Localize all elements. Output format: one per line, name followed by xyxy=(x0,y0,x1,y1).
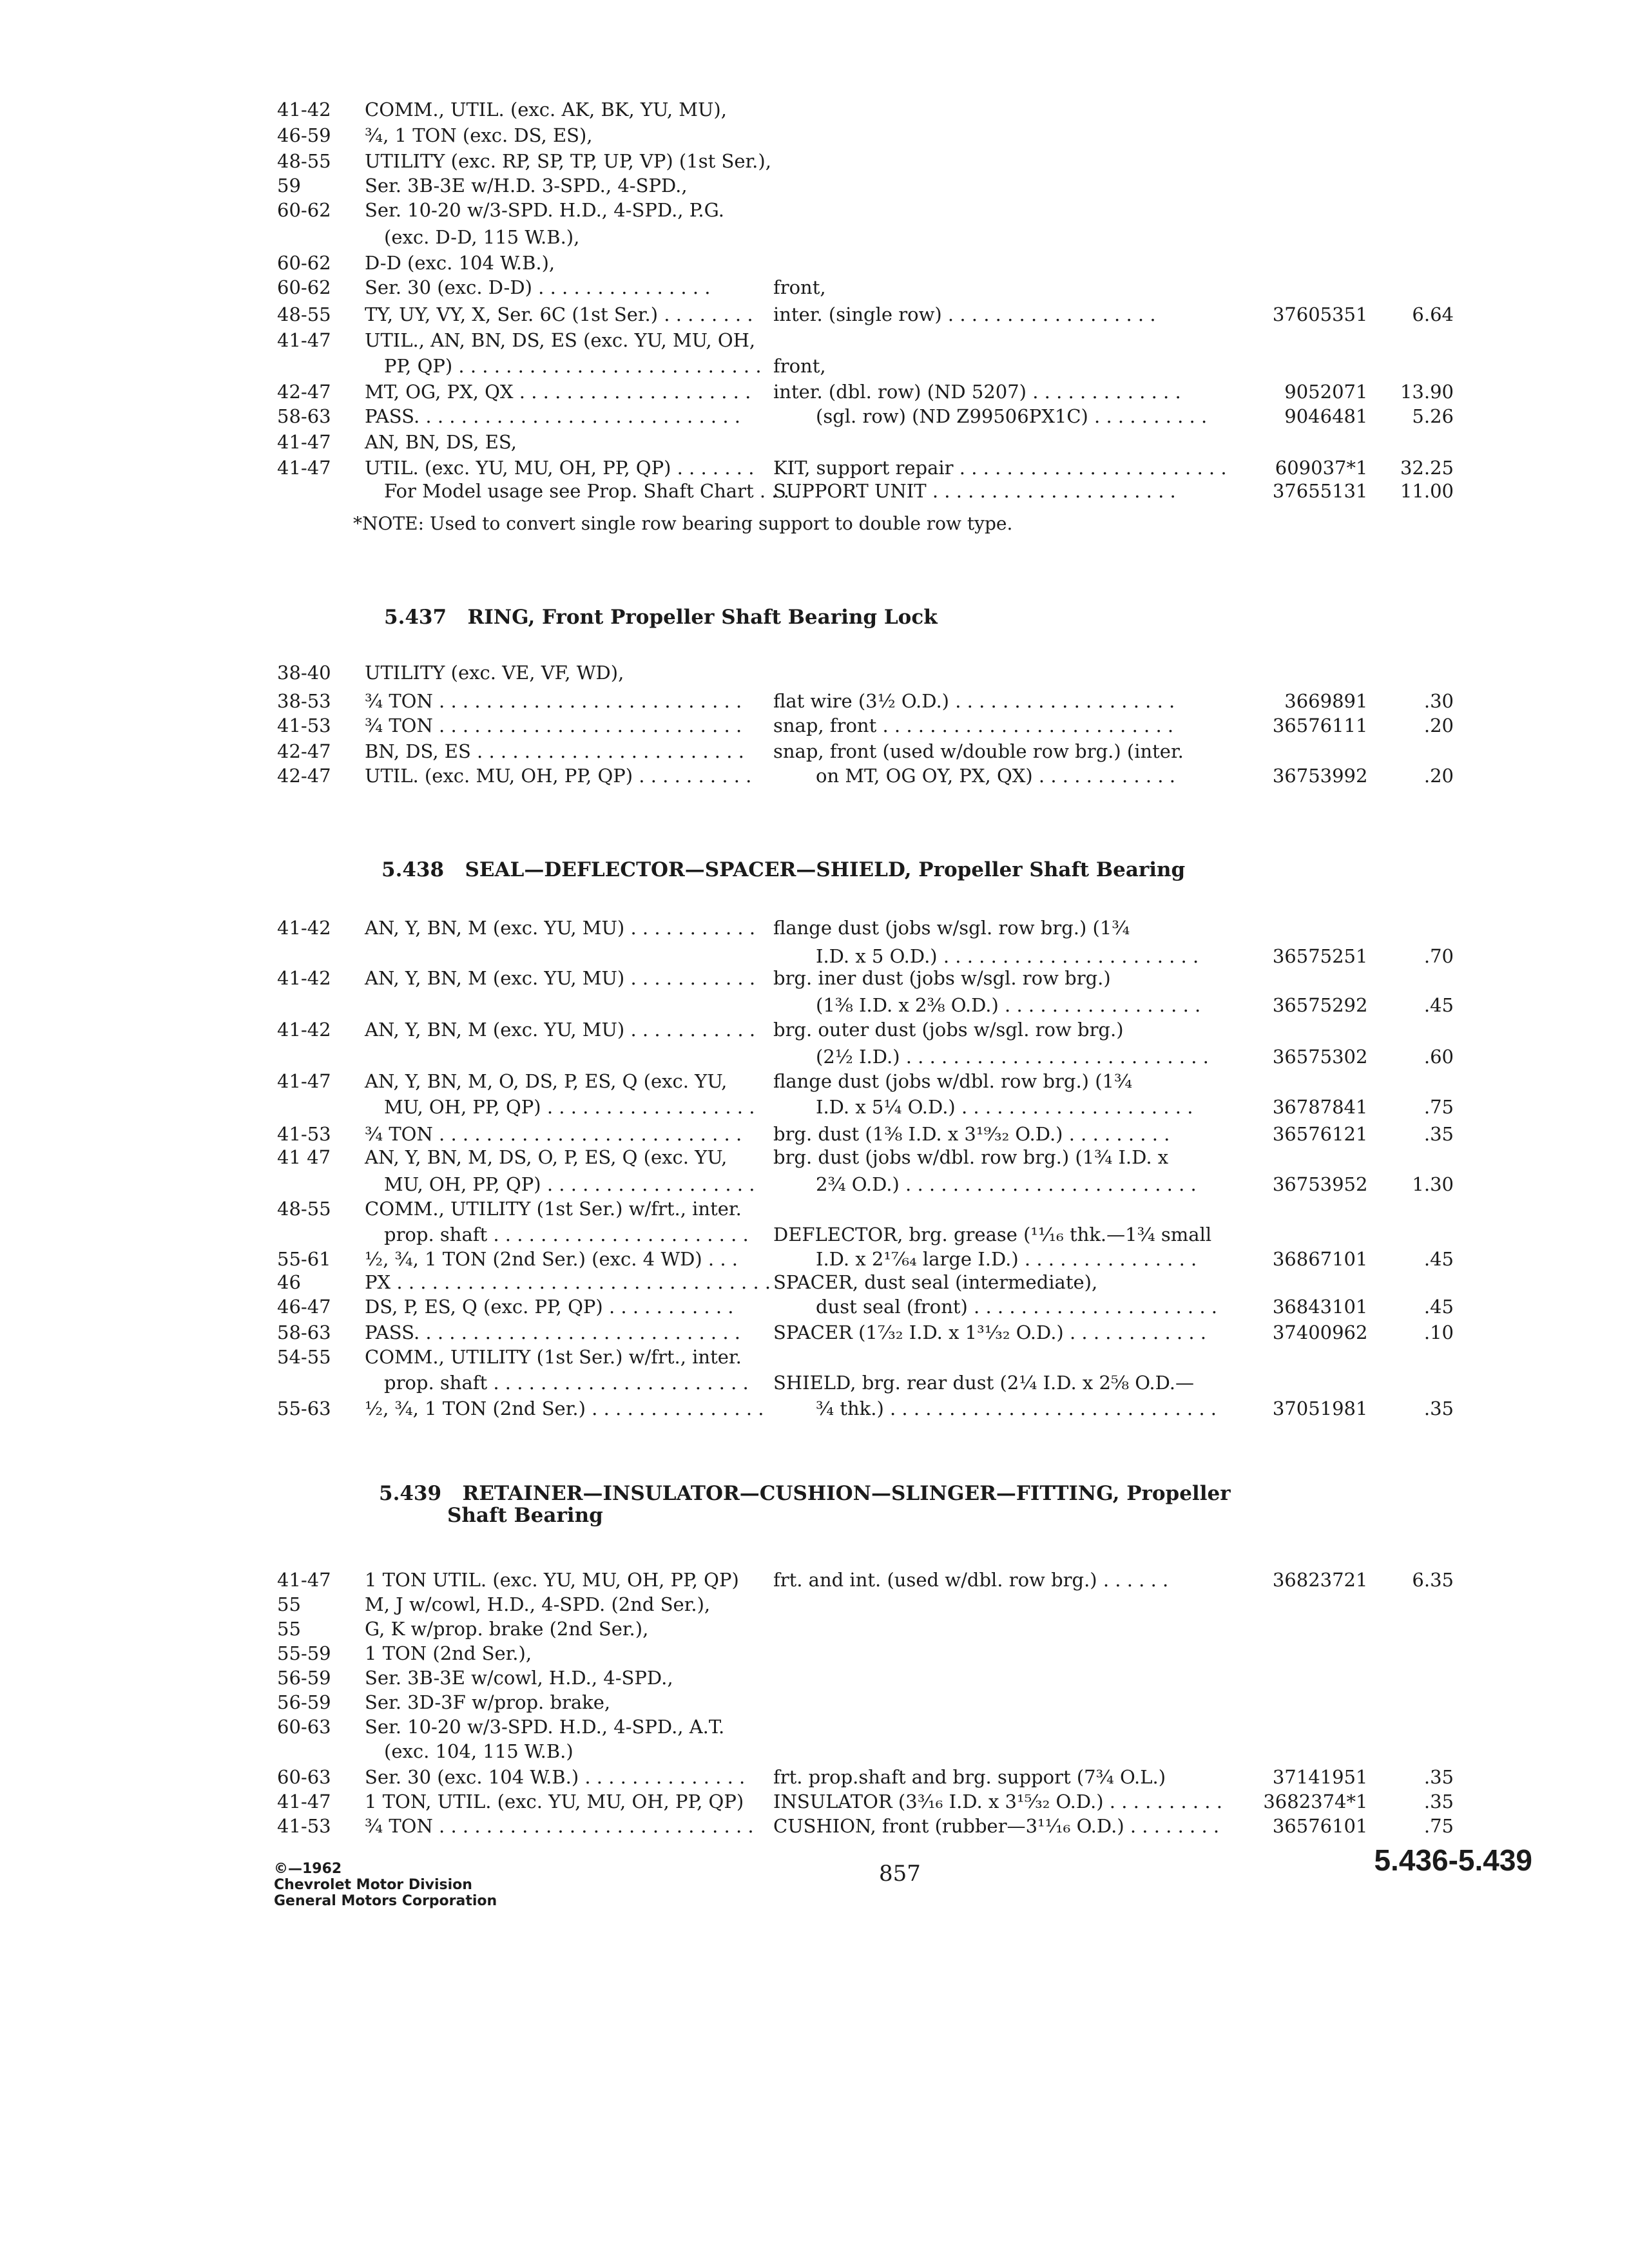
model-cell: PX . . . . . . . . . . . . . . . . . . . . . . . . . . . . . . . . xyxy=(365,1271,771,1293)
price-cell: .30 xyxy=(1423,690,1454,712)
years-cell: 60-63 xyxy=(277,1716,331,1738)
years-cell: 48-55 xyxy=(277,1198,331,1220)
section-title: RING, Front Propeller Shaft Bearing Lock xyxy=(467,606,938,629)
parts-row xyxy=(0,122,1629,148)
years-cell: 41-53 xyxy=(277,1123,331,1145)
parts-row xyxy=(0,250,1629,276)
parts-row xyxy=(0,660,1629,686)
parts-row xyxy=(0,1094,1629,1120)
section-title: RETAINER—INSULATOR—CUSHION—SLINGER—FITTING, Propeller xyxy=(462,1482,1231,1505)
years-cell: 41-47 xyxy=(277,457,331,479)
part-number-cell: 3657610 xyxy=(1272,1815,1356,1837)
parts-row xyxy=(0,763,1629,789)
years-cell: 48-55 xyxy=(277,303,331,325)
description-cell: flange dust (jobs w/sgl. row brg.) (1¾ xyxy=(773,917,1130,939)
years-cell: 60-62 xyxy=(277,276,331,298)
description-cell: flat wire (3½ O.D.) . . . . . . . . . . . . . . . . . . . xyxy=(773,690,1175,712)
model-cell: UTILITY (exc. RP, SP, TP, UP, VP) (1st Ser.), xyxy=(365,150,771,172)
parts-row xyxy=(0,1294,1629,1320)
part-number-cell: 3682374* xyxy=(1263,1791,1356,1812)
years-cell: 42-47 xyxy=(277,765,331,787)
description-cell: inter. (dbl. row) (ND 5207) . . . . . . . . . . . . . xyxy=(773,381,1181,403)
quantity-cell: 1 xyxy=(1356,480,1368,502)
quantity-cell: 1 xyxy=(1356,1248,1368,1270)
description-cell: INSULATOR (3³⁄₁₆ I.D. x 3¹⁵⁄₃₂ O.D.) . . . . . . . . . . xyxy=(773,1791,1222,1812)
price-cell: .20 xyxy=(1423,715,1454,736)
description-cell: brg. outer dust (jobs w/sgl. row brg.) xyxy=(773,1019,1124,1041)
parts-row xyxy=(0,1222,1629,1247)
price-cell: 6.64 xyxy=(1412,303,1454,325)
description-cell: snap, front (used w/double row brg.) (inter. xyxy=(773,740,1184,762)
quantity-cell: 1 xyxy=(1356,945,1368,967)
parts-row xyxy=(0,1616,1629,1642)
description-cell: frt. prop.shaft and brg. support (7¾ O.L.) xyxy=(773,1766,1166,1788)
parts-row xyxy=(0,1665,1629,1691)
model-cell: COMM., UTILITY (1st Ser.) w/frt., inter. xyxy=(365,1346,742,1368)
quantity-cell: 2 xyxy=(1356,765,1368,787)
model-cell: M, J w/cowl, H.D., 4-SPD. (2nd Ser.), xyxy=(365,1593,711,1615)
model-cell: (exc. 104, 115 W.B.) xyxy=(384,1740,574,1762)
parts-row xyxy=(0,713,1629,738)
quantity-cell: 1 xyxy=(1356,690,1368,712)
description-cell: SUPPORT UNIT . . . . . . . . . . . . . . . . . . . . . xyxy=(773,480,1176,502)
model-cell: Ser. 30 (exc. 104 W.B.) . . . . . . . . . . . . . . xyxy=(365,1766,746,1788)
model-cell: Ser. 30 (exc. D-D) . . . . . . . . . . . . . . . xyxy=(365,276,711,298)
parts-row xyxy=(0,992,1629,1018)
model-cell: MT, OG, PX, QX . . . . . . . . . . . . . . . . . . . . xyxy=(365,381,751,403)
parts-row xyxy=(0,1714,1629,1740)
quantity-cell: 2 xyxy=(1356,1321,1368,1343)
parts-row xyxy=(0,688,1629,714)
part-number-cell: 3714195 xyxy=(1272,1766,1356,1788)
years-cell: 46-47 xyxy=(277,1296,331,1318)
part-number-cell: 366989 xyxy=(1284,690,1356,712)
model-cell: TY, UY, VY, X, Ser. 6C (1st Ser.) . . . . . . . . xyxy=(365,303,753,325)
model-cell: AN, Y, BN, M (exc. YU, MU) . . . . . . . . . . . xyxy=(365,1019,756,1041)
parts-row xyxy=(0,1121,1629,1147)
years-cell: 46-59 xyxy=(277,124,331,146)
years-cell: 55 xyxy=(277,1593,301,1615)
price-cell: .35 xyxy=(1423,1791,1454,1812)
model-cell: PASS. . . . . . . . . . . . . . . . . . . . . . . . . . . . xyxy=(365,405,740,427)
years-cell: 41-47 xyxy=(277,1569,331,1591)
description-cell: I.D. x 2¹⁷⁄₆₄ large I.D.) . . . . . . . . . . . . . . . xyxy=(816,1248,1197,1270)
model-cell: 1 TON, UTIL. (exc. YU, MU, OH, PP, QP) xyxy=(365,1791,744,1812)
description-cell: dust seal (front) . . . . . . . . . . . . . . . . . . . . . xyxy=(816,1296,1218,1318)
part-number-cell: 3657530 xyxy=(1272,1046,1356,1068)
description-cell: (1⅜ I.D. x 2⅜ O.D.) . . . . . . . . . . . . . . . . . xyxy=(816,994,1201,1016)
model-cell: ¾ TON . . . . . . . . . . . . . . . . . . . . . . . . . . xyxy=(365,690,742,712)
description-cell: snap, front . . . . . . . . . . . . . . . . . . . . . . . . . xyxy=(773,715,1174,736)
parts-row xyxy=(0,738,1629,764)
part-number-cell: 3765513 xyxy=(1272,480,1356,502)
publisher-imprint xyxy=(274,1861,497,1909)
model-cell: COMM., UTILITY (1st Ser.) w/frt., inter. xyxy=(365,1198,742,1220)
years-cell: 41-42 xyxy=(277,967,331,989)
parts-row xyxy=(0,148,1629,174)
quantity-cell: 1 xyxy=(1356,1096,1368,1118)
parts-row xyxy=(0,274,1629,300)
parts-row xyxy=(0,1320,1629,1345)
part-number-cell: 3678784 xyxy=(1272,1096,1356,1118)
part-number-cell: 3675395 xyxy=(1272,1173,1356,1195)
years-cell: 60-62 xyxy=(277,252,331,274)
description-cell: I.D. x 5¼ O.D.) . . . . . . . . . . . . . . . . . . . . xyxy=(816,1096,1193,1118)
description-cell: 2¾ O.D.) . . . . . . . . . . . . . . . . . . . . . . . . . xyxy=(816,1173,1197,1195)
years-cell: 41 47 xyxy=(277,1146,331,1168)
description-cell: SHIELD, brg. rear dust (2¼ I.D. x 2⅝ O.D.— xyxy=(773,1372,1195,1394)
price-cell: .20 xyxy=(1423,765,1454,787)
section-title-line2: Shaft Bearing xyxy=(447,1504,603,1527)
quantity-cell: 2 xyxy=(1356,1046,1368,1068)
section-number: 5.438 xyxy=(381,858,445,881)
years-cell: 56-59 xyxy=(277,1691,331,1713)
model-cell: Ser. 3D-3F w/prop. brake, xyxy=(365,1691,611,1713)
model-cell: Ser. 3B-3E w/H.D. 3-SPD., 4-SPD., xyxy=(365,175,688,197)
price-cell: .35 xyxy=(1423,1123,1454,1145)
years-cell: 58-63 xyxy=(277,1321,331,1343)
model-cell: (exc. D-D, 115 W.B.), xyxy=(384,226,580,248)
parts-row xyxy=(0,97,1629,122)
description-cell: ¾ thk.) . . . . . . . . . . . . . . . . . . . . . . . . . . . . xyxy=(816,1398,1217,1419)
model-cell: 1 TON UTIL. (exc. YU, MU, OH, PP, QP) xyxy=(365,1569,739,1591)
parts-row xyxy=(0,1591,1629,1617)
price-cell: 5.26 xyxy=(1412,405,1454,427)
years-cell: 59 xyxy=(277,175,301,197)
parts-row xyxy=(0,1813,1629,1839)
quantity-cell: 1 xyxy=(1356,381,1368,403)
years-cell: 55-63 xyxy=(277,1398,331,1419)
parts-row xyxy=(0,915,1629,941)
price-cell: 11.00 xyxy=(1400,480,1454,502)
quantity-cell: 1 xyxy=(1356,1791,1368,1812)
price-cell: 32.25 xyxy=(1400,457,1454,479)
quantity-cell: 1 xyxy=(1356,715,1368,736)
part-number-cell: 904648 xyxy=(1284,405,1356,427)
parts-row xyxy=(0,379,1629,405)
part-number-cell: 609037* xyxy=(1275,457,1356,479)
description-cell: on MT, OG OY, PX, QX) . . . . . . . . . . . . xyxy=(816,765,1175,787)
description-cell: SPACER (1⁷⁄₃₂ I.D. x 1³¹⁄₃₂ O.D.) . . . . . . . . . . . . xyxy=(773,1321,1206,1343)
years-cell: 54-55 xyxy=(277,1346,331,1368)
footnote: *NOTE: Used to convert single row bearing support to double row type. xyxy=(353,513,1013,534)
parts-row xyxy=(0,1396,1629,1421)
years-cell: 55-59 xyxy=(277,1642,331,1664)
description-cell: brg. dust (1⅜ I.D. x 3¹⁹⁄₃₂ O.D.) . . . . . . . . . xyxy=(773,1123,1170,1145)
description-cell: brg. iner dust (jobs w/sgl. row brg.) xyxy=(773,967,1111,989)
section-number: 5.439 xyxy=(379,1482,442,1505)
parts-row xyxy=(0,1344,1629,1370)
quantity-cell: 2 xyxy=(1356,994,1368,1016)
price-cell: 1.30 xyxy=(1412,1173,1454,1195)
part-number-cell: 3675399 xyxy=(1272,765,1356,787)
parts-row xyxy=(0,965,1629,991)
model-cell: PP, QP) . . . . . . . . . . . . . . . . . . . . . . . . . . xyxy=(384,355,762,377)
quantity-cell: 1 xyxy=(1356,405,1368,427)
part-number-cell: 905207 xyxy=(1284,381,1356,403)
parts-row xyxy=(0,1689,1629,1715)
model-cell: ¾, 1 TON (exc. DS, ES), xyxy=(365,124,593,146)
description-cell: I.D. x 5 O.D.) . . . . . . . . . . . . . . . . . . . . . . xyxy=(816,945,1199,967)
quantity-cell: 1 xyxy=(1356,1398,1368,1419)
years-cell: 46 xyxy=(277,1271,301,1293)
description-cell: brg. dust (jobs w/dbl. row brg.) (1¾ I.D. x xyxy=(773,1146,1169,1168)
price-cell: .75 xyxy=(1423,1096,1454,1118)
years-cell: 48-55 xyxy=(277,150,331,172)
years-cell: 38-40 xyxy=(277,662,331,684)
description-cell: SPACER, dust seal (intermediate), xyxy=(773,1271,1098,1293)
model-cell: Ser. 3B-3E w/cowl, H.D., 4-SPD., xyxy=(365,1667,673,1689)
description-cell: (sgl. row) (ND Z99506PX1C) . . . . . . . . . . xyxy=(816,405,1208,427)
model-cell: G, K w/prop. brake (2nd Ser.), xyxy=(365,1618,649,1640)
model-cell: ½, ¾, 1 TON (2nd Ser.) . . . . . . . . . . . . . . . xyxy=(365,1398,764,1419)
parts-row xyxy=(0,1017,1629,1043)
years-cell: 41-42 xyxy=(277,99,331,120)
model-cell: MU, OH, PP, QP) . . . . . . . . . . . . . . . . . . xyxy=(384,1096,755,1118)
model-cell: AN, Y, BN, M, O, DS, P, ES, Q (exc. YU, xyxy=(365,1070,728,1092)
model-cell: For Model usage see Prop. Shaft Chart . . . . xyxy=(384,480,802,502)
years-cell: 41-42 xyxy=(277,917,331,939)
model-cell: ¾ TON . . . . . . . . . . . . . . . . . . . . . . . . . . xyxy=(365,715,742,736)
corporation: General Motors Corporation xyxy=(274,1893,497,1909)
parts-row xyxy=(0,455,1629,481)
parts-row xyxy=(0,1171,1629,1197)
part-number-cell: 3684310 xyxy=(1272,1296,1356,1318)
price-cell: .45 xyxy=(1423,994,1454,1016)
price-cell: .35 xyxy=(1423,1398,1454,1419)
parts-row xyxy=(0,1144,1629,1170)
description-cell: DEFLECTOR, brg. grease (¹¹⁄₁₆ thk.—1¾ small xyxy=(773,1224,1212,1245)
parts-row xyxy=(0,1269,1629,1295)
model-cell: AN, Y, BN, M, DS, O, P, ES, Q (exc. YU, xyxy=(365,1146,728,1168)
years-cell: 41-42 xyxy=(277,1019,331,1041)
quantity-cell: 1 xyxy=(1356,1766,1368,1788)
description-cell: (2½ I.D.) . . . . . . . . . . . . . . . . . . . . . . . . . . xyxy=(816,1046,1209,1068)
model-cell: D-D (exc. 104 W.B.), xyxy=(365,252,555,274)
description-cell: front, xyxy=(773,355,826,377)
years-cell: 42-47 xyxy=(277,381,331,403)
model-cell: AN, Y, BN, M (exc. YU, MU) . . . . . . . . . . . xyxy=(365,917,756,939)
model-cell: prop. shaft . . . . . . . . . . . . . . . . . . . . . . xyxy=(384,1372,749,1394)
years-cell: 60-62 xyxy=(277,199,331,221)
section-heading-5-438 xyxy=(381,858,1185,881)
description-cell: front, xyxy=(773,276,826,298)
years-cell: 41-53 xyxy=(277,1815,331,1837)
section-title: SEAL—DEFLECTOR—SPACER—SHIELD, Propeller Shaft Bearing xyxy=(465,858,1186,881)
quantity-cell: 1 xyxy=(1356,457,1368,479)
parts-row xyxy=(0,1068,1629,1094)
section-heading-5-439 xyxy=(379,1482,1231,1505)
description-cell: inter. (single row) . . . . . . . . . . . . . . . . . . xyxy=(773,303,1156,325)
parts-row xyxy=(0,353,1629,379)
model-cell: COMM., UTIL. (exc. AK, BK, YU, MU), xyxy=(365,99,727,120)
parts-row xyxy=(0,1246,1629,1272)
price-cell: .10 xyxy=(1423,1321,1454,1343)
years-cell: 55 xyxy=(277,1618,301,1640)
quantity-cell: 1 xyxy=(1356,1569,1368,1591)
quantity-cell: 1 xyxy=(1356,1296,1368,1318)
model-cell: UTILITY (exc. VE, VF, WD), xyxy=(365,662,624,684)
parts-row xyxy=(0,429,1629,455)
price-cell: .70 xyxy=(1423,945,1454,967)
section-heading-5-437 xyxy=(384,606,938,629)
model-cell: MU, OH, PP, QP) . . . . . . . . . . . . . . . . . . xyxy=(384,1173,755,1195)
price-cell: 13.90 xyxy=(1400,381,1454,403)
model-cell: ¾ TON . . . . . . . . . . . . . . . . . . . . . . . . . . xyxy=(365,1123,742,1145)
years-cell: 58-63 xyxy=(277,405,331,427)
part-number-cell: 3682372 xyxy=(1272,1569,1356,1591)
parts-row xyxy=(0,302,1629,327)
price-cell: 6.35 xyxy=(1412,1569,1454,1591)
years-cell: 41-47 xyxy=(277,431,331,453)
model-cell: ½, ¾, 1 TON (2nd Ser.) (exc. 4 WD) . . . xyxy=(365,1248,738,1270)
model-cell: UTIL. (exc. MU, OH, PP, QP) . . . . . . . . . . xyxy=(365,765,752,787)
quantity-cell: 1 xyxy=(1356,1815,1368,1837)
years-cell: 41-53 xyxy=(277,715,331,736)
section-number: 5.437 xyxy=(384,606,447,629)
section-range: 5.436-5.439 xyxy=(1374,1843,1532,1877)
model-cell: PASS. . . . . . . . . . . . . . . . . . . . . . . . . . . . xyxy=(365,1321,740,1343)
part-number-cell: 3705198 xyxy=(1272,1398,1356,1419)
copyright: ©—1962 xyxy=(274,1861,342,1877)
parts-row xyxy=(0,1738,1629,1764)
model-cell: ¾ TON . . . . . . . . . . . . . . . . . . . . . . . . . . . xyxy=(365,1815,754,1837)
part-number-cell: 3657611 xyxy=(1272,715,1356,736)
description-cell: CUSHION, front (rubber—3¹¹⁄₁₆ O.D.) . . . . . . . . xyxy=(773,1815,1220,1837)
parts-row xyxy=(0,327,1629,353)
years-cell: 41-47 xyxy=(277,1791,331,1812)
page-number: 857 xyxy=(879,1861,921,1887)
years-cell: 55-61 xyxy=(277,1248,331,1270)
price-cell: .45 xyxy=(1423,1296,1454,1318)
part-number-cell: 3760535 xyxy=(1272,303,1356,325)
part-number-cell: 3657525 xyxy=(1272,945,1356,967)
years-cell: 41-47 xyxy=(277,329,331,351)
model-cell: UTIL., AN, BN, DS, ES (exc. YU, MU, OH, xyxy=(365,329,756,351)
model-cell: Ser. 10-20 w/3-SPD. H.D., 4-SPD., P.G. xyxy=(365,199,724,221)
model-cell: BN, DS, ES . . . . . . . . . . . . . . . . . . . . . . . xyxy=(365,740,744,762)
years-cell: 41-47 xyxy=(277,1070,331,1092)
years-cell: 56-59 xyxy=(277,1667,331,1689)
model-cell: 1 TON (2nd Ser.), xyxy=(365,1642,532,1664)
description-cell: KIT, support repair . . . . . . . . . . . . . . . . . . . . . . . xyxy=(773,457,1227,479)
years-cell: 60-63 xyxy=(277,1766,331,1788)
part-number-cell: 3740096 xyxy=(1272,1321,1356,1343)
price-cell: .75 xyxy=(1423,1815,1454,1837)
model-cell: prop. shaft . . . . . . . . . . . . . . . . . . . . . . xyxy=(384,1224,749,1245)
price-cell: .35 xyxy=(1423,1766,1454,1788)
parts-row xyxy=(0,1567,1629,1593)
years-cell: 42-47 xyxy=(277,740,331,762)
model-cell: AN, BN, DS, ES, xyxy=(365,431,517,453)
model-cell: DS, P, ES, Q (exc. PP, QP) . . . . . . . . . . . xyxy=(365,1296,734,1318)
quantity-cell: 1 xyxy=(1356,1123,1368,1145)
description-cell: frt. and int. (used w/dbl. row brg.) . . . . . . xyxy=(773,1569,1169,1591)
parts-row xyxy=(0,1764,1629,1790)
part-number-cell: 3686710 xyxy=(1272,1248,1356,1270)
parts-row xyxy=(0,197,1629,223)
parts-row xyxy=(0,1370,1629,1396)
parts-row xyxy=(0,1044,1629,1070)
quantity-cell: 2 xyxy=(1356,1173,1368,1195)
model-cell: Ser. 10-20 w/3-SPD. H.D., 4-SPD., A.T. xyxy=(365,1716,725,1738)
years-cell: 38-53 xyxy=(277,690,331,712)
price-cell: .60 xyxy=(1423,1046,1454,1068)
model-cell: UTIL. (exc. YU, MU, OH, PP, QP) . . . . . . . xyxy=(365,457,755,479)
division: Chevrolet Motor Division xyxy=(274,1877,472,1893)
description-cell: flange dust (jobs w/dbl. row brg.) (1¾ xyxy=(773,1070,1133,1092)
parts-row xyxy=(0,403,1629,429)
parts-row xyxy=(0,1789,1629,1814)
model-cell: AN, Y, BN, M (exc. YU, MU) . . . . . . . . . . . xyxy=(365,967,756,989)
parts-row xyxy=(0,1196,1629,1222)
parts-row xyxy=(0,478,1629,504)
price-cell: .45 xyxy=(1423,1248,1454,1270)
parts-row xyxy=(0,224,1629,250)
parts-row xyxy=(0,173,1629,198)
quantity-cell: 1 xyxy=(1356,303,1368,325)
parts-row xyxy=(0,1640,1629,1666)
part-number-cell: 3657612 xyxy=(1272,1123,1356,1145)
part-number-cell: 3657529 xyxy=(1272,994,1356,1016)
